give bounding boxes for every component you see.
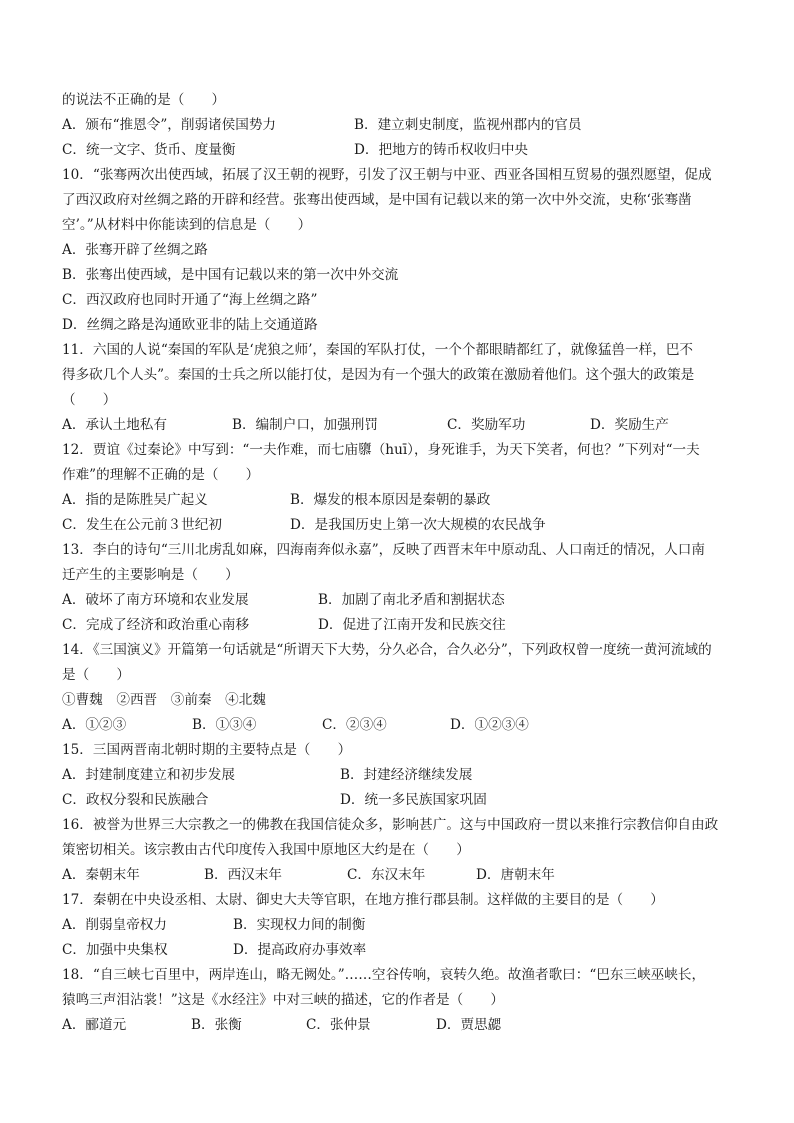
- q14-option-a: A．①②③: [62, 717, 127, 733]
- q16-option-c: C．东汉末年: [347, 867, 426, 883]
- q18-option-b: B．张衡: [191, 1017, 242, 1033]
- q11-stem-line-2: 得多砍几个人头”。秦国的士兵之所以能打仗，是因为有一个强大的政策在激励着他们。这个强大的政策是: [62, 367, 695, 383]
- q9-option-c: C．统一文字、货币、度量衡: [62, 142, 236, 158]
- q18-option-a: A．郦道元: [62, 1017, 127, 1033]
- q11-option-c: C．奖励军功: [447, 417, 526, 433]
- q14-stem-line-2: 是（ ）: [62, 667, 130, 683]
- q10-option-a: A．张骞开辟了丝绸之路: [62, 242, 208, 258]
- q9-stem: 的说法不正确的是（ ）: [62, 92, 226, 108]
- q13-option-b: B．加剧了南北矛盾和割据状态: [318, 592, 505, 608]
- q11-option-d: D．奖励生产: [590, 417, 669, 433]
- q9-option-b: B．建立刺史制度，监视州郡内的官员: [354, 117, 582, 133]
- q11-option-b: B．编制户口，加强刑罚: [232, 417, 378, 433]
- q10-stem-line-1: 10．“张骞两次出使西域，拓展了汉王朝的视野，引发了汉王朝与中亚、西亚各国相互贸易的强烈愿望，促成: [62, 167, 712, 183]
- q15-option-b: B．封建经济继续发展: [340, 767, 473, 783]
- q12-option-a: A．指的是陈胜吴广起义: [62, 492, 208, 508]
- q12-option-b: B．爆发的根本原因是秦朝的暴政: [290, 492, 491, 508]
- q17-stem: 17．秦朝在中央设丞相、太尉、御史大夫等官职，在地方推行郡县制。这样做的主要目的是（ ）: [62, 892, 664, 908]
- q14-option-c: C．②③④: [322, 717, 387, 733]
- q18-option-c: C．张仲景: [306, 1017, 371, 1033]
- q11-stem-line-3: （ ）: [62, 392, 117, 408]
- q10-stem-line-3: 空’。”从材料中你能读到的信息是（ ）: [62, 217, 312, 233]
- q12-stem-line-2: 作难”的理解不正确的是（ ）: [62, 467, 260, 483]
- q13-option-c: C．完成了经济和政治重心南移: [62, 617, 250, 633]
- q15-stem: 15．三国两晋南北朝时期的主要特点是（ ）: [62, 742, 352, 758]
- q13-option-d: D．促进了江南开发和民族交往: [318, 617, 506, 633]
- q16-option-a: A．秦朝末年: [62, 867, 140, 883]
- q9-option-a: A．颁布“推恩令”，削弱诸侯国势力: [62, 117, 277, 133]
- q10-option-d: D．丝绸之路是沟通欧亚非的陆上交通道路: [62, 317, 318, 333]
- q18-stem-line-1: 18．“自三峡七百里中，两岸连山，略无阙处。”……空谷传响，哀转久绝。故渔者歌曰：“巴东三峡巫峡长，: [62, 967, 706, 983]
- q14-option-d: D．①②③④: [450, 717, 529, 733]
- q17-option-b: B．实现权力间的制衡: [233, 917, 366, 933]
- q16-stem-line-1: 16．被誉为世界三大宗教之一的佛教在我国信徒众多，影响甚广。这与中国政府一贯以来推行宗教信仰自由政: [62, 817, 719, 833]
- q13-stem-line-2: 迁产生的主要影响是（ ）: [62, 567, 239, 583]
- q10-option-c: C．西汉政府也同时开通了“海上丝绸之路”: [62, 292, 318, 308]
- q16-option-d: D．唐朝末年: [476, 867, 555, 883]
- q17-option-a: A．削弱皇帝权力: [62, 917, 167, 933]
- q18-option-d: D．贾思勰: [436, 1017, 502, 1033]
- q9-option-d: D．把地方的铸币权收归中央: [354, 142, 529, 158]
- q12-option-c: C．发生在公元前３世纪初: [62, 517, 222, 533]
- q11-stem-line-1: 11．六国的人说“秦国的军队是‘虎狼之师’，秦国的军队打仗，一个个都眼睛都红了，就像猛兽一样，巴不: [62, 342, 694, 358]
- q15-option-a: A．封建制度建立和初步发展: [62, 767, 235, 783]
- q14-option-b: B．①③④: [192, 717, 257, 733]
- q16-option-b: B．西汉末年: [204, 867, 282, 883]
- q16-stem-line-2: 策密切相关。该宗教由古代印度传入我国中原地区大约是在（ ）: [62, 842, 470, 858]
- q13-stem-line-1: 13．李白的诗句“三川北虏乱如麻，四海南奔似永嘉”，反映了西晋末年中原动乱、人口南迁的情况，人口南: [62, 542, 705, 558]
- q14-stem-line-1: 14．《三国演义》开篇第一句话就是“所谓天下大势，分久必合，合久必分”，下列政权曾一度统一黄河流域的: [62, 642, 712, 658]
- q17-option-d: D．提高政府办事效率: [233, 942, 367, 958]
- q15-option-c: C．政权分裂和民族融合: [62, 792, 209, 808]
- q12-option-d: D．是我国历史上第一次大规模的农民战争: [290, 517, 546, 533]
- q12-stem-line-1: 12．贾谊《过秦论》中写到：“一夫作难，而七庙隳（huī），身死谁手，为天下笑者，何也？”下列对“一夫: [62, 442, 700, 458]
- q11-option-a: A．承认土地私有: [62, 417, 167, 433]
- q17-option-c: C．加强中央集权: [62, 942, 168, 958]
- q13-option-a: A．破坏了南方环境和农业发展: [62, 592, 249, 608]
- q15-option-d: D．统一多民族国家巩固: [340, 792, 487, 808]
- q14-item-list: ①曹魏 ②西晋 ③前秦 ④北魏: [62, 692, 266, 708]
- q10-option-b: B．张骞出使西域，是中国有记载以来的第一次中外交流: [62, 267, 399, 283]
- q18-stem-line-2: 猿鸣三声泪沾裳！”这是《水经注》中对三峡的描述，它的作者是（ ）: [62, 992, 504, 1008]
- q10-stem-line-2: 了西汉政府对丝绸之路的开辟和经营。张骞出使西域，是中国有记载以来的第一次中外交流，史称‘张骞凿: [62, 192, 692, 208]
